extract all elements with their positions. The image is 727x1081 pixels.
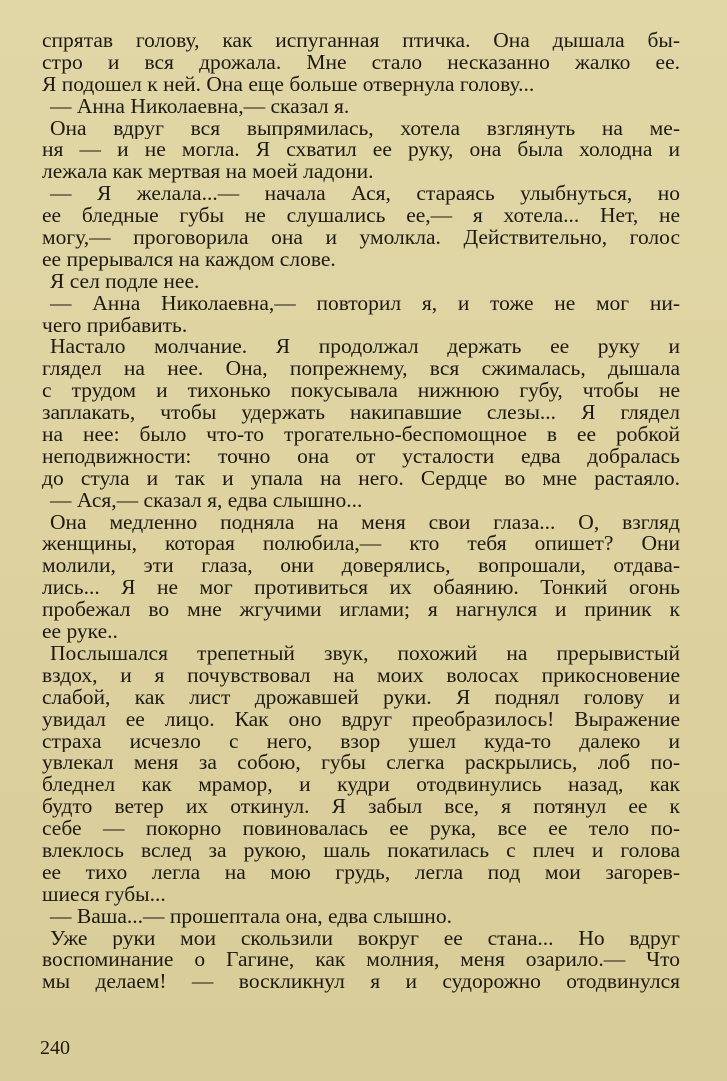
text-line: на нее: было что-то трогательно-беспомощное в ее робкой [42,424,680,446]
text-line: заплакать, чтобы удержать накипавшие слезы... Я глядел [42,402,680,425]
text-line: Я сел подле нее. [50,270,200,293]
text-line: женщины, которая полюбила,— кто тебя опишет? Они [42,533,680,556]
text-line: спрятав голову, как испуганная птичка. Она дышала бы- [42,30,680,52]
text-line: мы делаем! — воскликнул я и судорожно отодвинулся [42,971,680,994]
text-line: Она вдруг вся выпрямилась, хотела взглянуть на ме- [50,117,680,140]
text-line: вздох, и я почувствовал на моих волосах прикосновение [42,664,680,687]
text-line: Я подошел к ней. Она еще больше отвернула голову... [42,73,535,96]
text-line: — Я желала...— начала Ася, стараясь улыбнуться, но [50,183,680,206]
text-line: бледнел как мрамор, и кудри отодвинулись назад, как [42,774,680,797]
text-line: слабой, как лист дрожавшей руки. Я поднял голову и [42,686,680,709]
text-line: ее руке.. [42,621,118,643]
text-line: стро и вся дрожала. Мне стало несказанно жалко ее. [42,51,680,74]
text-line: чего прибавить. [42,314,188,337]
page-number: 240 [40,1037,70,1059]
text-line: — Анна Николаевна,— повторил я, и тоже не мог ни- [50,292,680,315]
text-line: ее бледные губы не слушались ее,— я хотела... Нет, не [42,205,680,228]
text-line: Она медленно подняла на меня свои глаза... О, взгляд [50,511,680,534]
text-line: будто ветер их откинул. Я забыл все, я потянул ее к [42,796,680,819]
text-line: Послышался трепетный звук, похожий на прерывистый [50,642,680,665]
text-line: шиеся губы... [42,883,166,906]
text-line: пробежал во мне жгучими иглами; я нагнулся и приник к [42,599,680,622]
text-line: увидал ее лицо. Как оно вдруг преобразилось! Выражение [42,708,680,731]
text-line: глядел на нее. Она, попрежнему, вся сжималась, дышала [42,358,680,381]
text-line: увлекал меня за собою, губы слегка раскрылись, лоб по- [42,752,680,775]
text-line: лежала как мертвая на моей ладони. [42,161,374,184]
text-line: — Ася,— сказал я, едва слышно... [50,489,363,512]
text-line: — Анна Николаевна,— сказал я. [50,95,350,118]
text-line: ее прерывался на каждом слове. [42,248,336,271]
text-line: лись... Я не мог противиться их обаянию. Тонкий огонь [42,577,680,600]
text-line: могу,— проговорила она и умолкла. Действительно, голос [42,227,680,249]
text-line: до стула и так и упала на него. Сердце во мне растаяло. [42,467,680,490]
text-line: влеклось вслед за рукою, шаль покатилась с плеч и голова [42,839,680,862]
text-line: воспоминание о Гагине, как молния, меня озарило.— Что [42,949,680,972]
text-line: неподвижности: точно она от усталости едва добралась [42,445,680,468]
text-line: ня — и не могла. Я схватил ее руку, она была холодна и [42,139,680,162]
text-line: ее тихо легла на мою грудь, легла под мои загорев- [42,861,680,884]
text-line: — Ваша...— прошептала она, едва слышно. [50,905,452,928]
text-line: страха исчезло с него, взор ушел куда-то далеко и [42,730,680,753]
text-line: молили, эти глаза, они доверялись, вопрошали, отдава- [42,555,680,578]
text-line: Уже руки мои скользили вокруг ее стана... Но вдруг [50,927,680,950]
text-line: Настало молчание. Я продолжал держать ее руку и [50,336,680,359]
text-line: с трудом и тихонько покусывала нижнюю губу, чтобы не [42,380,680,403]
text-line: себе — покорно повиновалась ее рука, все ее тело по- [42,818,680,840]
page-text [42,30,680,993]
